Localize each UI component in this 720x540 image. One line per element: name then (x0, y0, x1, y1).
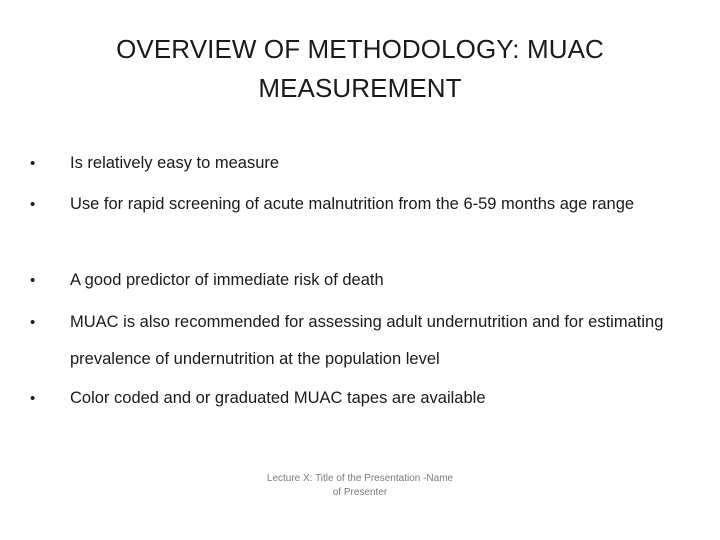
bullet-item (30, 304, 670, 378)
footer-line-2: of Presenter (332, 487, 388, 498)
bullet-dot-icon: • (30, 272, 36, 289)
bullet-item (30, 262, 670, 299)
bullet-item (30, 145, 670, 182)
bullet-dot-icon: • (30, 196, 36, 213)
footer-line-1: Lecture X: Title of the Presentation -Name (266, 473, 454, 484)
slide-title-line-1: OVERVIEW OF METHODOLOGY: MUAC (116, 34, 604, 64)
bullet-text: MUAC is also recommended for assessing adult undernutrition and for estimating prevalence of undernutrition at the population level (70, 313, 664, 368)
slide-title-line-2: MEASUREMENT (258, 73, 462, 103)
slide-footer (250, 472, 470, 500)
bullet-text: Use for rapid screening of acute malnutrition from the 6-59 months age range (70, 195, 635, 213)
bullet-item (30, 186, 670, 223)
bullet-dot-icon: • (30, 390, 36, 407)
bullet-item (30, 380, 670, 417)
bullet-text: Is relatively easy to measure (70, 154, 280, 172)
bullet-dot-icon: • (30, 155, 36, 172)
bullet-text: Color coded and or graduated MUAC tapes are available (70, 389, 486, 407)
slide-title (60, 30, 660, 108)
bullet-text: A good predictor of immediate risk of death (70, 271, 384, 289)
bullet-dot-icon: • (30, 314, 36, 331)
